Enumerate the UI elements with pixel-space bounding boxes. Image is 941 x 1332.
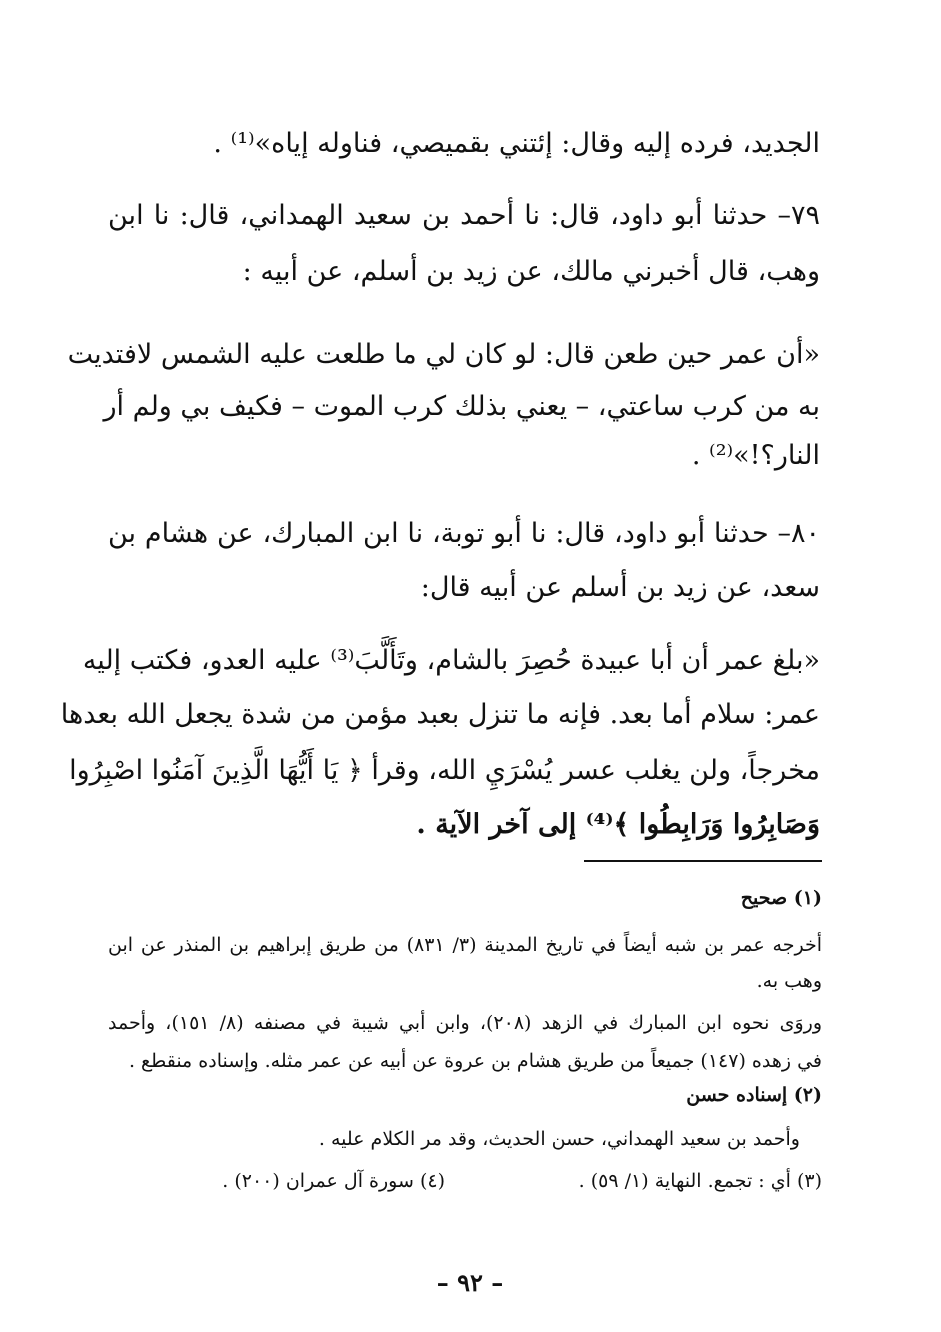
quote-2-line-1: «بلغ عمر أن أبا عبيدة حُصِرَ بالشام، وتَأَلَّبَ⁽³⁾ عليه العدو، فكتب إليه [82,645,820,676]
footnote-3: (٣) أي : تجمع. النهاية (١/ ٥٩) . [578,1170,822,1192]
hadith-80-line-2: سعد، عن زيد بن أسلم عن أبيه قال: [420,572,820,603]
quote-2-line-3: مخرجاً، ولن يغلب عسر يُسْرَيِ الله، وقرأ ﴿ يَا أَيُّهَا الَّذِينَ آمَنُوا اصْبِرُوا [69,755,820,786]
quote-2-line-2: عمر: سلام أما بعد. فإنه ما تنزل بعبد مؤمن من شدة يجعل الله بعدها [60,699,820,730]
hadith-79-line-1: ٧٩– حدثنا أبو داود، قال: نا أحمد بن سعيد الهمداني، قال: نا ابن [108,200,820,231]
footnote-1-line-3: وروَى نحوه ابن المبارك في الزهد (٢٠٨)، وابن أبي شيبة في مصنفه (٨/ ١٥١)، وأحمد [108,1012,822,1034]
paragraph-continuation-line: الجديد، فرده إليه وقال: إئتني بقميصي، فناوله إياه»⁽¹⁾ . [213,128,820,159]
quote-1-line-2: به من كرب ساعتي، – يعني بذلك كرب الموت – فكيف بي ولم أر [103,391,820,422]
footnote-2-heading: (٢) إسناده حسن [686,1084,822,1106]
footnote-separator [584,860,822,862]
footnote-1-line-2: وهب به. [756,970,822,992]
quote-2-line-4: وَصَابِرُوا وَرَابِطُوا ﴾⁽⁴⁾ إلى آخر الآية . [416,809,820,840]
quote-1-line-1: «أن عمر حين طعن قال: لو كان لي ما طلعت عليه الشمس لافتديت [67,339,820,370]
quote-1-line-3: النار؟!»⁽²⁾ . [691,440,820,471]
footnote-1-line-4: في زهده (١٤٧) جميعاً من طريق هشام بن عروة عن أبيه عن عمر مثله. وإسناده منقطع . [128,1050,822,1072]
footnote-1-heading: (١) صحيح [740,887,822,909]
footnote-2-line-1: وأحمد بن سعيد الهمداني، حسن الحديث، وقد مر الكلام عليه . [318,1128,800,1150]
footnote-4: (٤) سورة آل عمران (٢٠٠) . [222,1170,445,1192]
hadith-79-line-2: وهب، قال أخبرني مالك، عن زيد بن أسلم، عن أبيه : [242,256,820,287]
footnote-1-line-1: أخرجه عمر بن شبه أيضاً في تاريخ المدينة (٣/ ٨٣١) من طريق إبراهيم بن المنذر عن ابن [108,934,822,956]
hadith-80-line-1: ٨٠– حدثنا أبو داود، قال: نا أبو توبة، نا ابن المبارك، عن هشام بن [108,518,820,549]
page-number: – ٩٢ – [436,1268,504,1297]
